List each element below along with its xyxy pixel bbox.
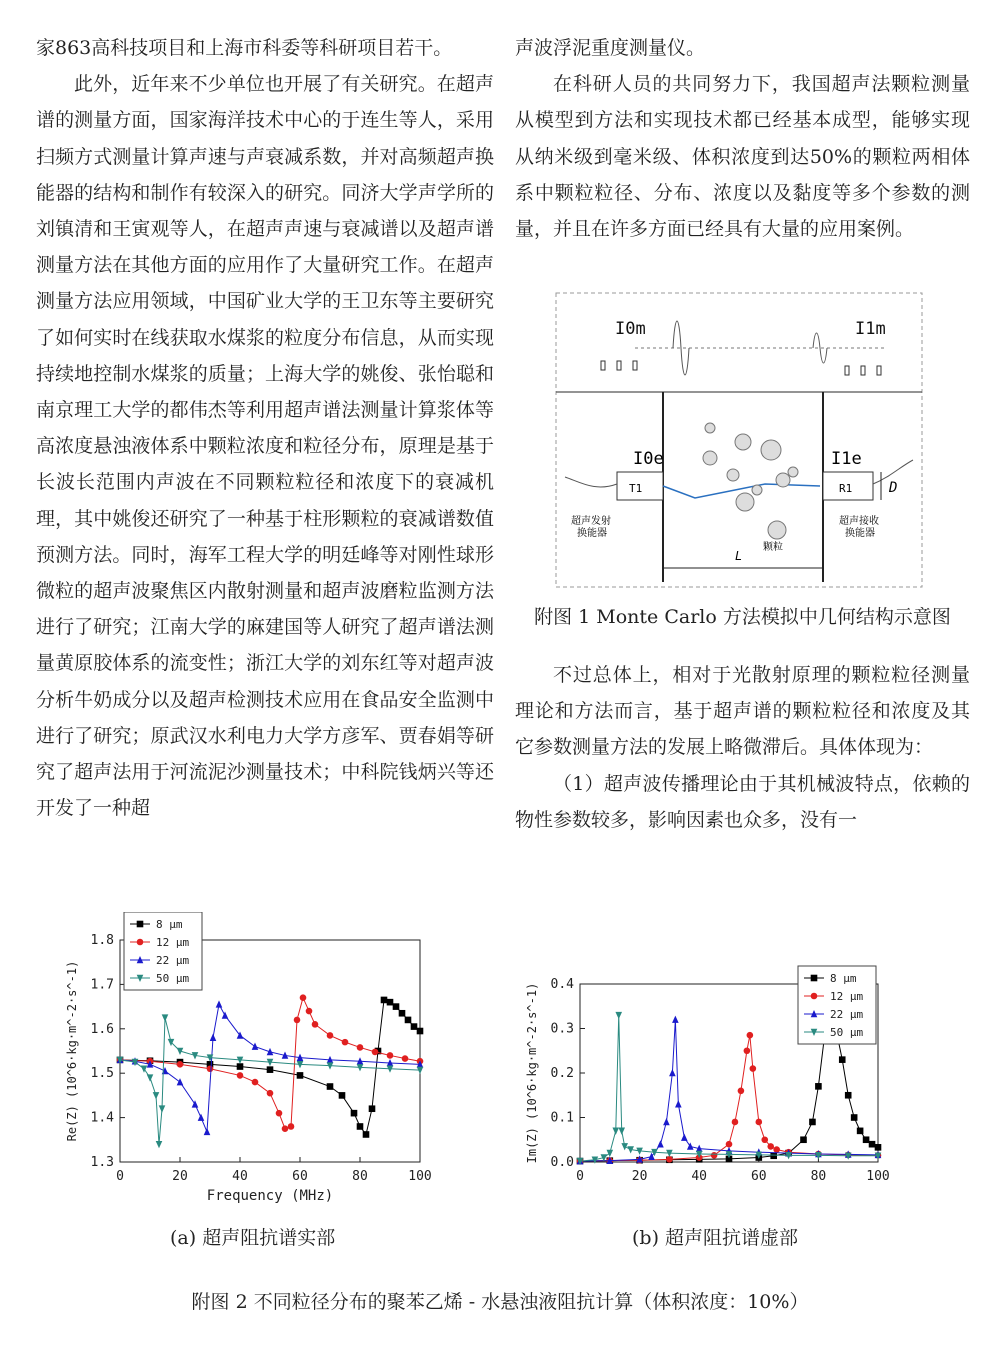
x-tick-label: 40	[691, 1169, 708, 1184]
data-point	[669, 1069, 676, 1076]
y-tick-label: 0.3	[550, 1021, 574, 1037]
data-point	[351, 1110, 358, 1117]
left-column	[36, 30, 494, 826]
figure-1-caption: 附图 1 Monte Carlo 方法模拟中几何结构示意图	[534, 606, 951, 628]
data-point	[216, 1000, 223, 1007]
data-point	[726, 1141, 733, 1148]
subcaption-b: (b) 超声阻抗谱虚部	[632, 1227, 799, 1249]
x-tick-label: 20	[172, 1169, 188, 1184]
data-point	[363, 1131, 370, 1138]
data-point	[357, 1123, 364, 1130]
label-D: D	[889, 480, 898, 496]
data-point	[306, 1008, 313, 1015]
data-point	[339, 1092, 346, 1099]
legend-label: 22 μm	[830, 1008, 864, 1021]
data-point	[357, 1044, 364, 1051]
data-point	[761, 1136, 768, 1143]
data-point	[863, 1136, 870, 1143]
data-point	[237, 1063, 244, 1070]
legend-label: 50 μm	[830, 1026, 864, 1039]
label-T1: T1	[629, 482, 643, 495]
data-point	[237, 1072, 244, 1079]
y-tick-label: 1.8	[90, 933, 114, 948]
x-tick-label: 100	[408, 1169, 432, 1184]
data-point	[252, 1079, 259, 1086]
y-tick-label: 1.6	[90, 1021, 114, 1037]
data-point	[327, 1083, 334, 1090]
data-point	[252, 1043, 259, 1050]
legend-label: 8 μm	[156, 918, 183, 931]
label-particle: 颗粒	[763, 542, 783, 553]
legend-marker	[137, 921, 144, 928]
chart-real-part	[60, 912, 480, 1217]
data-point	[147, 1074, 154, 1081]
data-point	[747, 1032, 754, 1039]
data-point	[300, 994, 307, 1001]
x-tick-label: 40	[232, 1169, 248, 1184]
data-point	[770, 1152, 777, 1159]
data-point	[845, 1092, 852, 1099]
y-tick-label: 1.5	[90, 1066, 114, 1082]
data-point	[204, 1128, 211, 1135]
data-point	[663, 1118, 670, 1125]
data-point	[744, 1047, 751, 1054]
data-point	[267, 1066, 274, 1073]
data-point	[297, 1072, 304, 1079]
right-column-lower	[515, 657, 970, 838]
data-point	[417, 1028, 424, 1035]
legend-marker	[811, 975, 818, 982]
data-point	[156, 1141, 163, 1148]
y-tick-label: 0.4	[550, 977, 574, 992]
legend-label: 22 μm	[156, 954, 190, 967]
data-point	[369, 1105, 376, 1112]
legend-label: 50 μm	[156, 972, 190, 985]
paragraph: 此外，近年来不少单位也开展了有关研究。在超声谱的测量方面，国家海洋技术中心的于连生等人，采用扫频方式测量计算声速与声衰减系数，并对高频超声换能器的结构和制作有较深入的研究。同济大学声学所的刘镇清和王寅观等人，在超声声速与衰减谱以及超声谱测量方法在其他方面的应用作了大量研究工作。在超声测量方法应用领域，中国矿业大学的王卫东等主要研究了如何实时在线获取水煤浆的粒度分布信息，从而实现持续地控制水煤浆的质量；上海大学的姚俊、张怡聪和南京理工大学的都伟杰等利用超声谱法测量计算浆体等高浓度悬浊液体系中颗粒浓度和粒径分布，原理是基于长波长范围内声波在不同颗粒粒径和浓度下的衰减机理，其中姚俊还研究了一种基于柱形颗粒的衰减谱数值预测方法。同时，海军工程大学的明廷峰等对刚性球形微粒的超声波聚焦区内散射测量和超声波磨粒监测方法进行了研究；江南大学的麻建国等人研究了超声谱法测量黄原胶体系的流变性；浙江大学的刘东红等对超声波分析牛奶成分以及超声检测技术应用在食品安全监测中进行了研究；原武汉水利电力大学方彦军、贾春娟等研究了超声法用于河流泥沙测量技术；中科院钱炳兴等还开发了一种超	[36, 73, 494, 820]
data-point	[405, 1017, 412, 1024]
y-tick-label: 0.0	[550, 1155, 574, 1170]
data-point	[372, 1049, 379, 1056]
data-point	[607, 1150, 614, 1157]
data-point	[294, 1017, 301, 1024]
y-tick-label: 1.3	[90, 1155, 114, 1170]
x-tick-label: 60	[750, 1169, 767, 1184]
label-receiver: 超声接收换能器	[839, 516, 879, 539]
data-point	[869, 1141, 876, 1148]
y-tick-label: 1.7	[90, 977, 114, 993]
x-tick-label: 60	[292, 1169, 308, 1184]
data-point	[288, 1123, 295, 1130]
y-tick-label: 0.1	[550, 1110, 574, 1126]
data-point	[738, 1088, 745, 1095]
data-point	[276, 1110, 283, 1117]
data-point	[615, 1012, 622, 1019]
data-point	[857, 1128, 864, 1135]
data-point	[612, 1128, 619, 1135]
data-point	[732, 1119, 739, 1126]
legend-label: 8 μm	[830, 972, 857, 985]
x-tick-label: 100	[866, 1169, 890, 1184]
y-axis-label: Im(Z) (10^6·kg·m^-2·s^-1)	[525, 982, 539, 1164]
data-point	[750, 1065, 757, 1072]
y-tick-label: 0.2	[550, 1066, 574, 1081]
y-tick-label: 1.4	[90, 1110, 114, 1126]
label-I1m: I1m	[855, 319, 886, 339]
data-point	[657, 1140, 664, 1147]
label-I0m: I0m	[615, 319, 646, 339]
data-point	[162, 1014, 169, 1021]
data-point	[618, 1128, 625, 1135]
subcaption-a: (a) 超声阻抗谱实部	[170, 1227, 336, 1249]
data-point	[809, 1119, 816, 1126]
data-point	[159, 1105, 166, 1112]
data-point	[399, 1010, 406, 1017]
data-point	[387, 1052, 394, 1059]
data-point	[839, 1056, 846, 1063]
data-point	[767, 1143, 774, 1150]
cable-left	[565, 477, 617, 487]
paragraph: （1）超声波传播理论由于其机械波特点，依赖的物性参数较多，影响因素也众多，没有一	[515, 772, 970, 831]
right-column	[515, 30, 970, 247]
figure-1-diagram	[555, 292, 923, 588]
data-point	[815, 1083, 822, 1090]
data-point	[851, 1114, 858, 1121]
data-point	[210, 1034, 217, 1041]
y-axis-label: Re(Z) (10^6·kg·m^-2·s^-1)	[65, 960, 79, 1142]
data-point	[711, 1152, 718, 1159]
data-point	[621, 1143, 628, 1150]
data-point	[267, 1090, 274, 1097]
data-point	[198, 1114, 205, 1121]
label-R1: R1	[839, 482, 853, 495]
paragraph: 家863高科技项目和上海市科委等科研项目若干。	[36, 37, 453, 59]
data-point	[222, 1011, 229, 1018]
legend-label: 12 μm	[156, 936, 190, 949]
data-point	[411, 1023, 418, 1030]
pulse-marks-left	[601, 361, 637, 370]
label-L: L	[735, 549, 743, 563]
data-point	[756, 1119, 763, 1126]
x-axis-label: Frequency (MHz)	[206, 1188, 334, 1204]
x-tick-label: 0	[116, 1169, 124, 1184]
x-tick-label: 20	[631, 1169, 648, 1184]
data-point	[282, 1125, 289, 1132]
wave-pulse-left	[673, 321, 689, 375]
data-point	[675, 1100, 682, 1107]
label-I1e: I1e	[831, 449, 862, 469]
x-tick-label: 0	[576, 1169, 584, 1184]
chart-imag-part	[520, 928, 940, 1218]
particles	[703, 423, 798, 539]
legend-marker	[811, 993, 818, 1000]
data-point	[681, 1134, 688, 1141]
label-I0e: I0e	[633, 449, 664, 469]
paragraph: 在科研人员的共同努力下，我国超声法颗粒测量从模型到方法和实现技术都已经基本成型，能够实现从纳米级到毫米级、体积浓度到达50%的颗粒两相体系中颗粒粒径、分布、浓度以及黏度等多个参数的测量，并且在许多方面已经具有大量的应用案例。	[515, 73, 970, 241]
data-point	[393, 1003, 400, 1010]
data-point	[381, 997, 388, 1004]
figure-2-caption: 附图 2 不同粒径分布的聚苯乙烯 - 水悬浊液阻抗计算（体积浓度：10%）	[191, 1291, 809, 1313]
paragraph: 声波浮泥重度测量仪。	[515, 37, 706, 59]
data-point	[875, 1144, 882, 1151]
x-tick-label: 80	[352, 1169, 368, 1184]
legend-label: 12 μm	[830, 990, 864, 1003]
data-point	[177, 1078, 184, 1085]
data-point	[387, 999, 394, 1006]
data-point	[153, 1092, 160, 1099]
data-point	[207, 1065, 214, 1072]
data-point	[177, 1061, 184, 1068]
data-point	[312, 1021, 319, 1028]
pulse-marks-right	[845, 366, 881, 375]
data-point	[800, 1136, 807, 1143]
data-point	[342, 1039, 349, 1046]
label-transmitter: 超声发射换能器	[571, 516, 611, 539]
x-tick-label: 80	[810, 1169, 827, 1184]
data-point	[773, 1146, 780, 1153]
paragraph: 不过总体上，相对于光散射原理的颗粒粒径测量理论和方法而言，基于超声谱的颗粒粒径和浓度及其它参数测量方法的发展上略微滞后。具体体现为：	[515, 664, 970, 759]
legend-marker	[137, 939, 144, 946]
data-point	[672, 1016, 679, 1023]
data-point	[402, 1055, 409, 1062]
data-point	[327, 1032, 334, 1039]
